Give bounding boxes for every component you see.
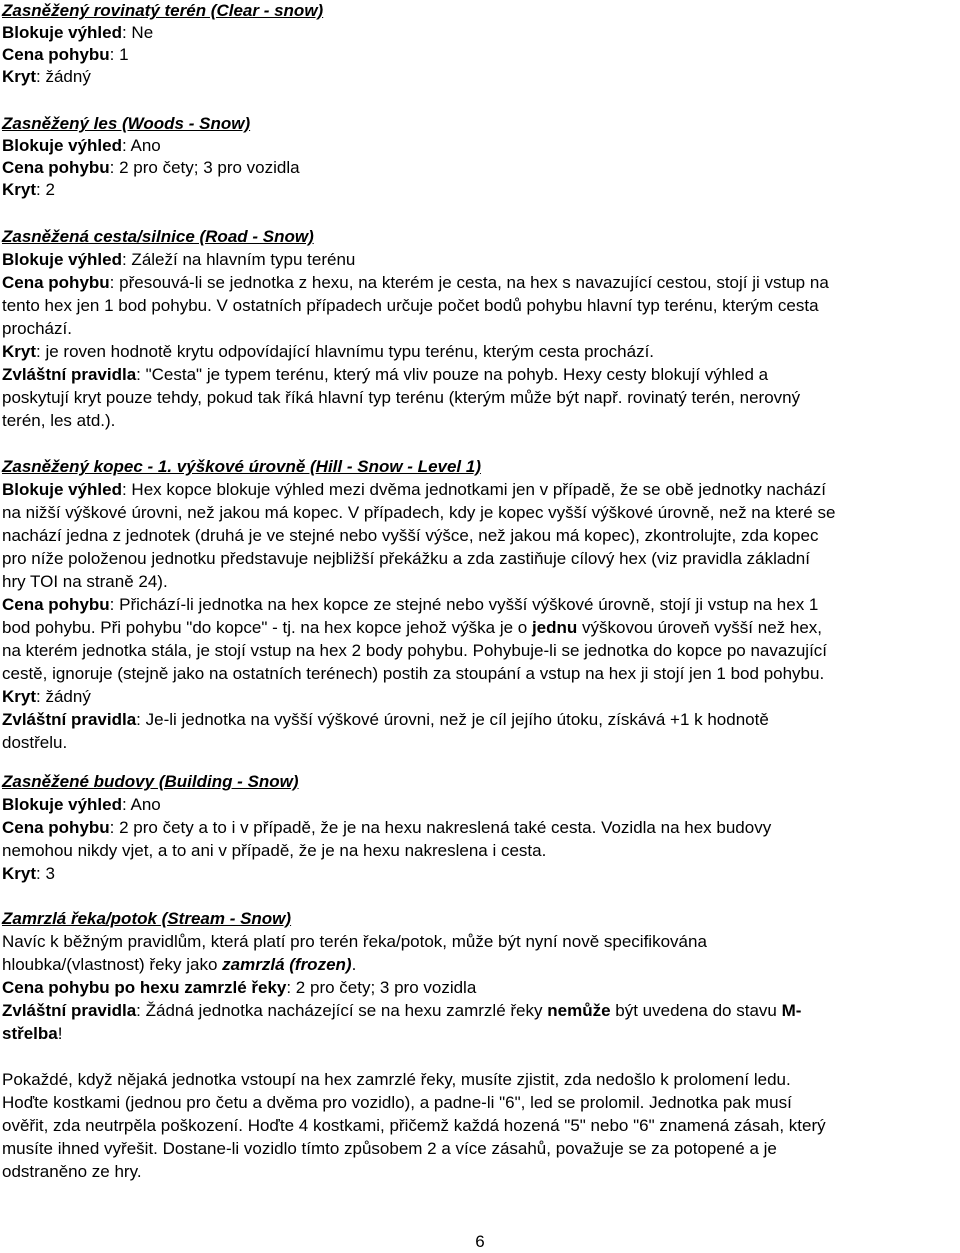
text-line xyxy=(2,1092,958,1114)
body-text: : přesouvá-li se jednotka z hexu, na kterém je cesta, na hex s navazující cestou, stojí ji vstup na xyxy=(109,273,829,292)
text-line xyxy=(2,817,958,839)
emphasis-text: Zvláštní pravidla xyxy=(2,710,137,729)
text-line xyxy=(2,502,958,524)
body-text: : 2 pro čety a to i v případě, že je na hexu nakreslená také cesta. Vozidla na hex budovy xyxy=(109,818,772,837)
body-text: : Žádná jednotka nacházející se na hexu zamrzlé řeky xyxy=(136,1001,548,1020)
body-text: pro níže položenou jednotku představuje nejbližší překážku a zda zastiňuje cílový hex (viz pravidla základní xyxy=(2,549,810,568)
body-text: : je roven hodnotě krytu odpovídající hlavnímu typu terénu, kterým cesta prochází. xyxy=(36,342,655,361)
body-text: být uvedena do stavu xyxy=(610,1001,782,1020)
body-text: musíte ihned vyřešit. Dostane-li vozidlo tímto způsobem 2 a více zásahů, považuje se za potopené a je xyxy=(2,1139,777,1158)
emphasis-text: Blokuje výhled xyxy=(2,250,122,269)
body-text: výškovou úroveň vyšší než hex, xyxy=(577,618,823,637)
body-text: bod pohybu. Při pohybu "do kopce" - tj. na hex kopce jehož výška je o xyxy=(2,618,532,637)
text-line xyxy=(2,1161,958,1183)
text-line xyxy=(2,22,958,44)
body-text: Navíc k běžným pravidlům, která platí pro terén řeka/potok, může být nyní nově specifikována xyxy=(2,932,707,951)
text-line xyxy=(2,1069,958,1091)
body-text: : 1 xyxy=(109,45,129,64)
emphasis-text: Cena pohybu xyxy=(2,273,110,292)
body-text: nachází jedna z jednotek (druhá je ve stejné nebo vyšší výšce, než jakou má kopec), zkontrolujte, zda kopec xyxy=(2,526,819,545)
emphasis-text: zamrzlá (frozen) xyxy=(222,955,352,974)
body-text: terén, les atd.). xyxy=(2,411,116,430)
heading-text: Zamrzlá řeka/potok (Stream - Snow) xyxy=(2,909,292,928)
emphasis-text: jednu xyxy=(531,618,578,637)
heading-text: Zasněžená cesta/silnice (Road - Snow) xyxy=(2,227,314,246)
heading-text: Zasněžený les (Woods - Snow) xyxy=(2,114,251,133)
text-line xyxy=(2,66,958,88)
text-line xyxy=(2,387,958,409)
body-text: odstraněno ze hry. xyxy=(2,1162,142,1181)
heading-text: Zasněžený rovinatý terén (Clear - snow) xyxy=(2,1,324,20)
emphasis-text: Cena pohybu xyxy=(2,158,110,177)
emphasis-text: Kryt xyxy=(2,687,37,706)
body-text: : Ne xyxy=(121,23,154,42)
emphasis-text: Zvláštní pravidla xyxy=(2,365,137,384)
body-text: nemohou nikdy vjet, a to ani v případě, že je na hexu nakreslena i cesta. xyxy=(2,841,547,860)
section-heading xyxy=(2,113,958,135)
text-line xyxy=(2,732,958,754)
text-line xyxy=(2,977,958,999)
body-text: : žádný xyxy=(36,67,91,86)
body-text: : Ano xyxy=(121,136,161,155)
text-line xyxy=(2,548,958,570)
body-text: tento hex jen 1 bod pohybu. V ostatních případech určuje počet bodů pohybu hlavní typ terénu, kterým cesta xyxy=(2,296,819,315)
section-heading xyxy=(2,0,958,22)
emphasis-text: Kryt xyxy=(2,342,37,361)
body-text: : "Cesta" je typem terénu, který má vliv pouze na pohyb. Hexy cesty blokují výhled a xyxy=(136,365,769,384)
text-line xyxy=(2,1000,958,1022)
emphasis-text: Cena pohybu xyxy=(2,45,110,64)
text-line xyxy=(2,594,958,616)
body-text: Pokaždé, když nějaká jednotka vstoupí na hex zamrzlé řeky, musíte zjistit, zda nedošlo k prolomení ledu. xyxy=(2,1070,791,1089)
text-line xyxy=(2,341,958,363)
body-text: na nižší výškové úrovni, než jakou má kopec. V případech, kdy je kopec vyšší výškové úrovně, než na které se xyxy=(2,503,836,522)
text-line xyxy=(2,954,958,976)
body-text: : Je-li jednotka na vyšší výškové úrovni, než je cíl jejího útoku, získává +1 k hodnotě xyxy=(136,710,769,729)
text-line xyxy=(2,794,958,816)
heading-text: Zasněžené budovy (Building - Snow) xyxy=(2,772,299,791)
body-text: cestě, ignoruje (stejně jako na ostatních terénech) postih za stoupání a vstup na hex ji stojí jen 1 bod pohybu. xyxy=(2,664,825,683)
text-line xyxy=(2,410,958,432)
body-text: : 2 pro čety; 3 pro vozidla xyxy=(109,158,300,177)
text-line xyxy=(2,709,958,731)
page-number: 6 xyxy=(475,1232,485,1251)
text-line xyxy=(2,840,958,862)
text-line xyxy=(2,479,958,501)
text-line xyxy=(2,863,958,885)
body-text: : Ano xyxy=(121,795,161,814)
text-line xyxy=(2,179,958,201)
body-text: na kterém jednotka stála, je stojí vstup na hex 2 body pohybu. Pohybuje-li se jednotka do kopce po navazující xyxy=(2,641,828,660)
section-heading xyxy=(2,226,958,248)
emphasis-text: Blokuje výhled xyxy=(2,23,122,42)
text-line xyxy=(2,157,958,179)
body-text: : 2 pro čety; 3 pro vozidla xyxy=(286,978,477,997)
body-text: ! xyxy=(57,1024,63,1043)
emphasis-text: Kryt xyxy=(2,180,37,199)
body-text: ověřit, zda neutrpěla poškození. Hoďte 4 kostkami, přičemž každá hozená "5" nebo "6" znamená zásah, který xyxy=(2,1116,826,1135)
body-text: prochází. xyxy=(2,319,72,338)
emphasis-text: nemůže xyxy=(547,1001,611,1020)
body-text: : Hex kopce blokuje výhled mezi dvěma jednotkami jen v případě, že se obě jednotky nachází xyxy=(121,480,826,499)
section-heading xyxy=(2,771,958,793)
text-line xyxy=(2,663,958,685)
section-heading xyxy=(2,908,958,930)
emphasis-text: M- xyxy=(781,1001,802,1020)
emphasis-text: Cena pohybu xyxy=(2,818,110,837)
emphasis-text: Cena pohybu xyxy=(2,595,110,614)
text-line xyxy=(2,571,958,593)
emphasis-text: Zvláštní pravidla xyxy=(2,1001,137,1020)
emphasis-text: Kryt xyxy=(2,67,37,86)
text-line xyxy=(2,249,958,271)
text-line xyxy=(2,640,958,662)
heading-text: Zasněžený kopec - 1. výškové úrovně (Hill - Snow - Level 1) xyxy=(2,457,481,476)
section-heading xyxy=(2,456,958,478)
text-line xyxy=(2,1023,958,1045)
text-line xyxy=(2,272,958,294)
text-line xyxy=(2,617,958,639)
body-text: : žádný xyxy=(36,687,91,706)
body-text: hloubka/(vlastnost) řeky jako xyxy=(2,955,223,974)
body-text: dostřelu. xyxy=(2,733,68,752)
body-text: : Záleží na hlavním typu terénu xyxy=(121,250,356,269)
emphasis-text: střelba xyxy=(2,1024,58,1043)
text-line xyxy=(2,686,958,708)
body-text: : 2 xyxy=(36,180,55,199)
text-line xyxy=(2,318,958,340)
text-line xyxy=(2,295,958,317)
body-text: hry TOI na straně 24). xyxy=(2,572,168,591)
emphasis-text: Cena pohybu po hexu zamrzlé řeky xyxy=(2,978,287,997)
body-text: . xyxy=(351,955,357,974)
emphasis-text: Blokuje výhled xyxy=(2,480,122,499)
emphasis-text: Kryt xyxy=(2,864,37,883)
text-line xyxy=(2,1138,958,1160)
text-line xyxy=(2,931,958,953)
body-text: poskytují kryt pouze tehdy, pokud tak říká hlavní typ terénu (kterým může být např. rovinatý terén, nerovný xyxy=(2,388,801,407)
text-line xyxy=(2,1115,958,1137)
emphasis-text: Blokuje výhled xyxy=(2,795,122,814)
text-line xyxy=(2,364,958,386)
text-line xyxy=(2,44,958,66)
body-text: Hoďte kostkami (jednou pro četu a dvěma pro vozidlo), a padne-li "6", led se prolomil. Jednotka pak musí xyxy=(2,1093,792,1112)
emphasis-text: Blokuje výhled xyxy=(2,136,122,155)
body-text: : 3 xyxy=(36,864,55,883)
text-line xyxy=(2,135,958,157)
text-line xyxy=(2,525,958,547)
body-text: : Přichází-li jednotka na hex kopce ze stejné nebo vyšší výškové úrovně, stojí ji vstup na hex 1 xyxy=(109,595,819,614)
